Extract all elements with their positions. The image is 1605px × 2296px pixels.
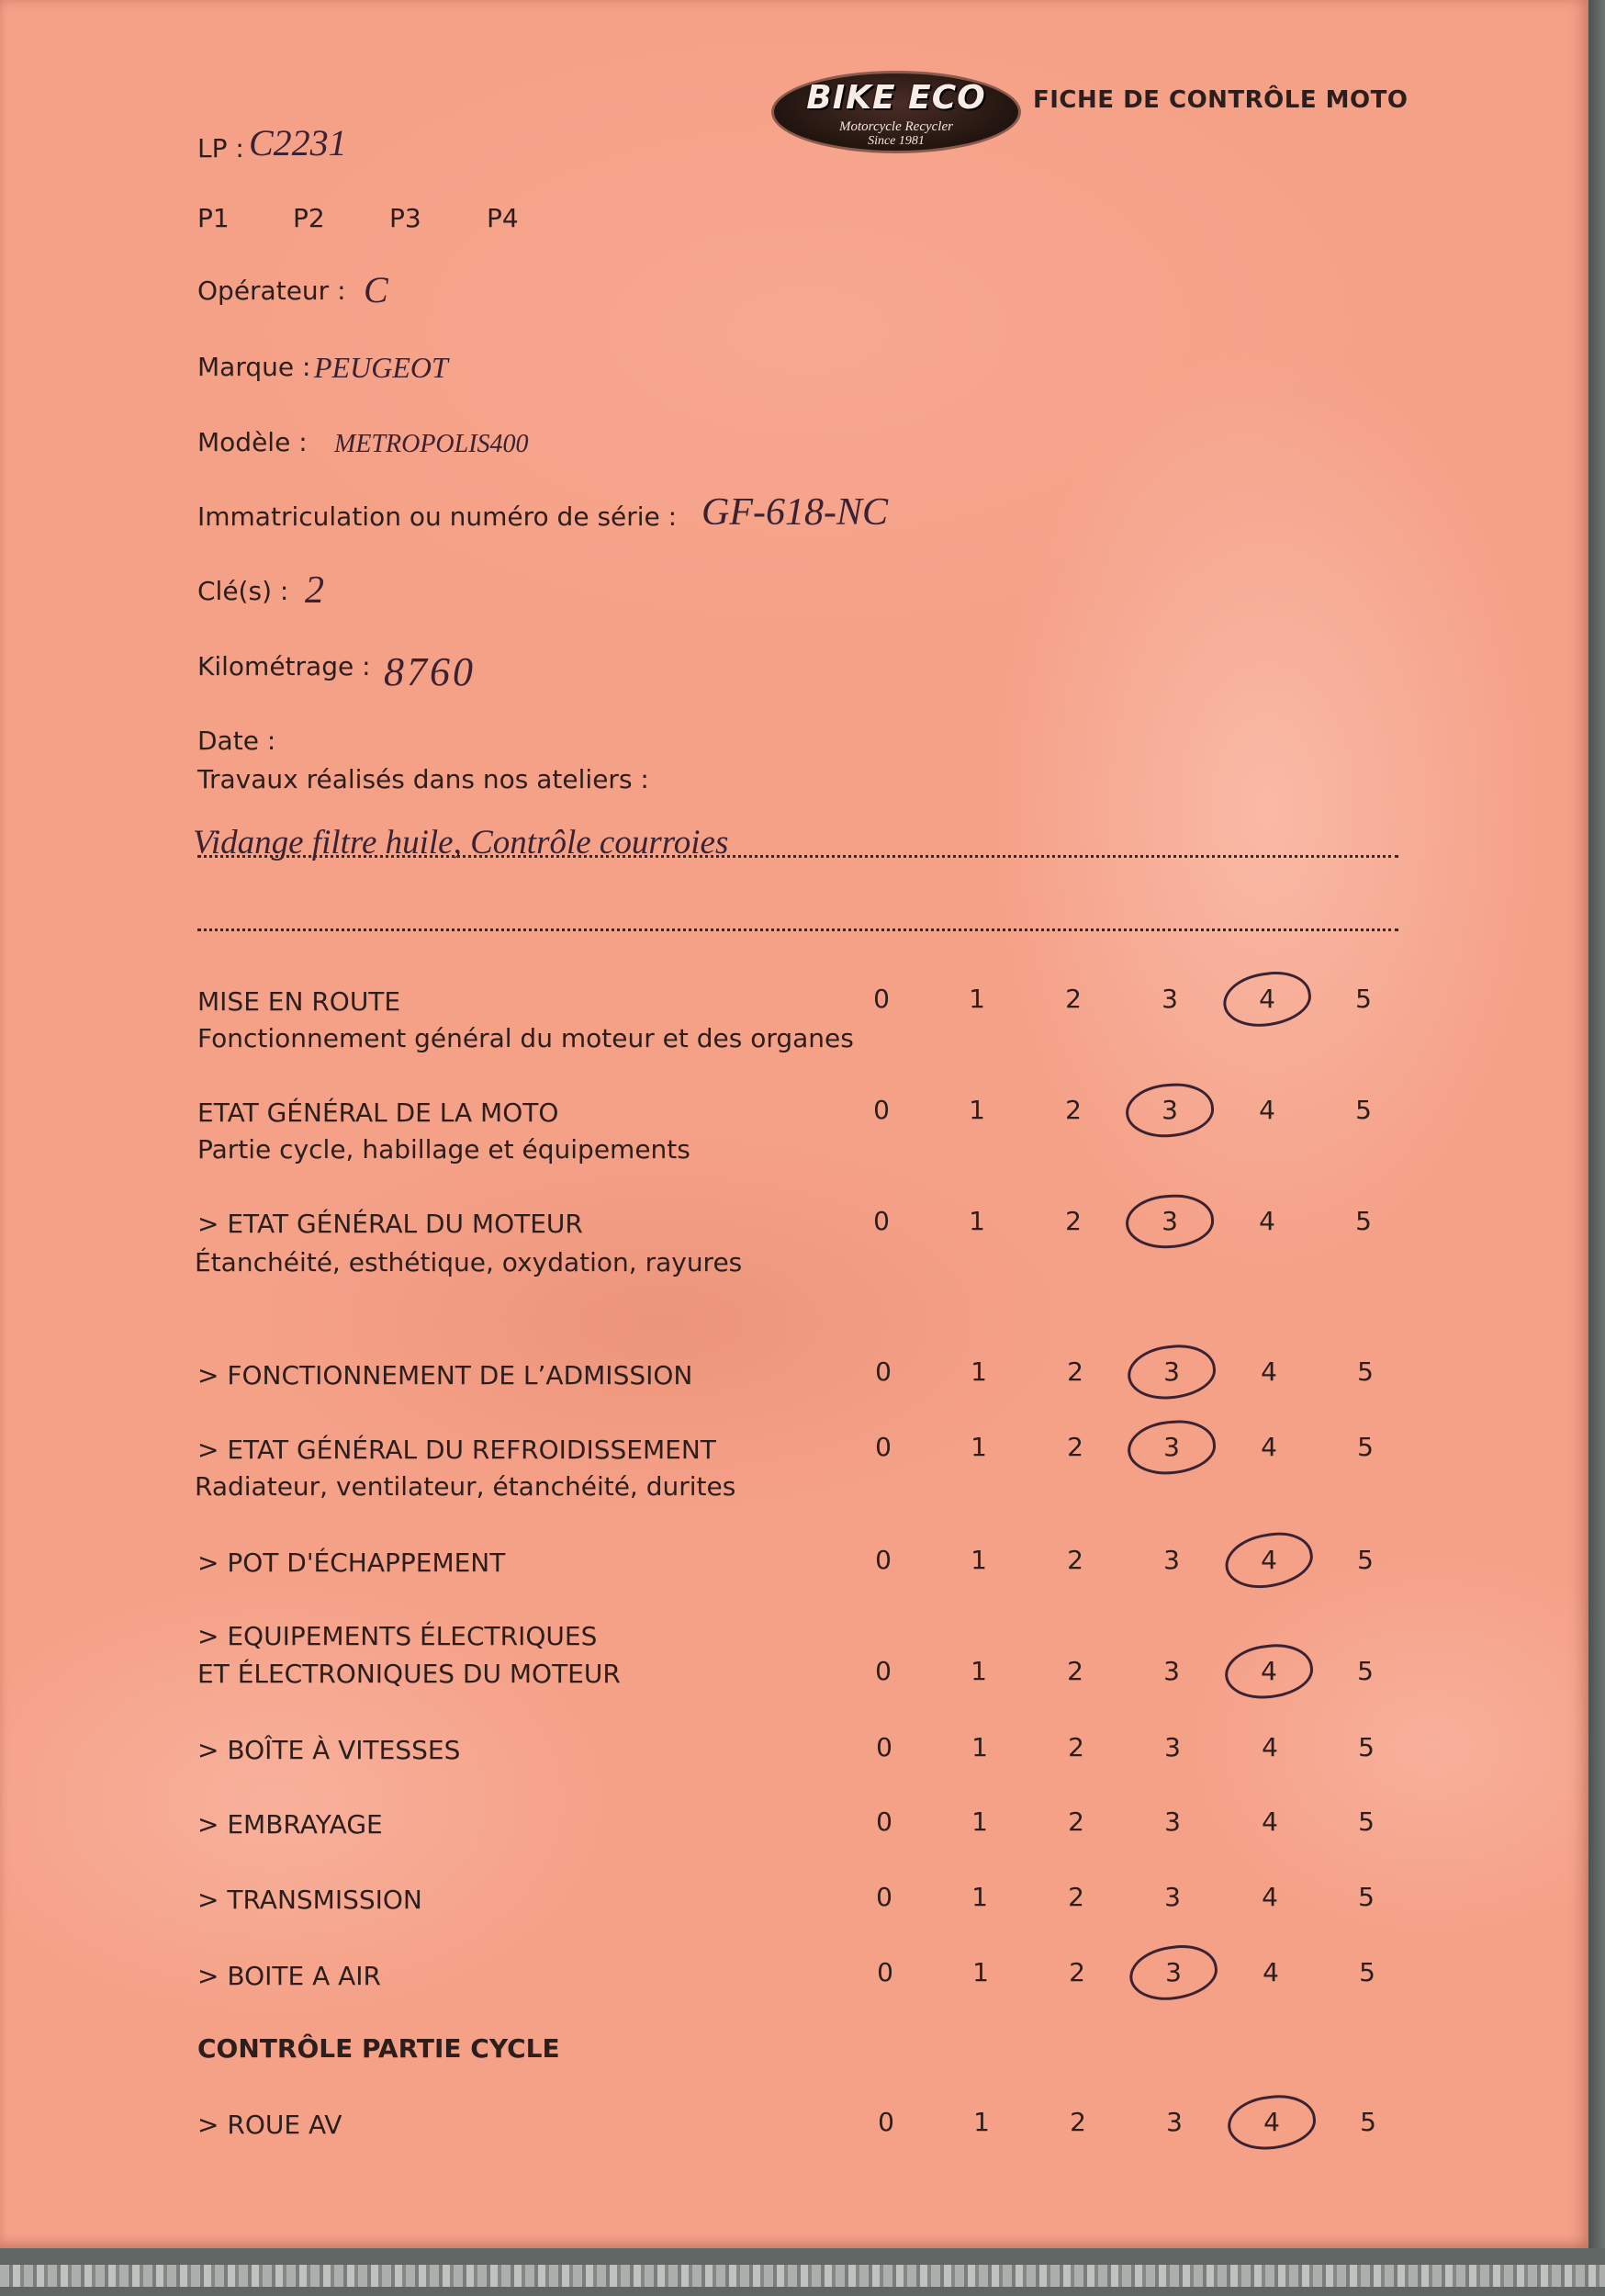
check-row-etat-general-moteur bbox=[0, 1206, 1588, 1277]
selected-rating-circle bbox=[1125, 1341, 1218, 1403]
logo-tagline: Motorcycle Recycler bbox=[839, 119, 953, 134]
check-row-admission bbox=[0, 1356, 1588, 1390]
rating-option-5: 5 bbox=[1357, 1656, 1374, 1686]
selected-rating-circle bbox=[1221, 1526, 1318, 1594]
keys-label: Clé(s) : bbox=[197, 576, 289, 606]
mileage-label: Kilométrage : bbox=[197, 651, 371, 681]
rating-scale bbox=[0, 1208, 1588, 1235]
rating-scale bbox=[0, 1358, 1588, 1386]
rating-option-2: 2 bbox=[1067, 1545, 1083, 1575]
check-title: > TRANSMISSION bbox=[197, 1885, 422, 1915]
rating-option-4: 4 bbox=[1259, 984, 1275, 1014]
rating-scale bbox=[0, 1884, 1588, 1911]
rating-option-0: 0 bbox=[876, 1732, 892, 1762]
check-row-boite-a-air bbox=[0, 1957, 1588, 1991]
rating-option-4: 4 bbox=[1259, 1095, 1275, 1125]
rating-option-5: 5 bbox=[1355, 984, 1372, 1014]
check-title: > EMBRAYAGE bbox=[197, 1809, 383, 1840]
bike-eco-logo bbox=[771, 71, 1021, 153]
rating-option-4: 4 bbox=[1263, 1957, 1279, 1987]
plastic-sleeve-edge-bottom bbox=[0, 2248, 1605, 2296]
logo-since: Since 1981 bbox=[868, 134, 925, 148]
works-value: Vidange filtre huile, Contrôle courroies bbox=[193, 824, 729, 861]
rating-option-2: 2 bbox=[1068, 1732, 1084, 1762]
rating-option-3: 3 bbox=[1164, 1882, 1181, 1912]
rating-option-5: 5 bbox=[1355, 1095, 1372, 1125]
rating-option-4: 4 bbox=[1263, 2107, 1280, 2137]
mileage-value: 8760 bbox=[384, 649, 476, 694]
check-title: > POT D'ÉCHAPPEMENT bbox=[197, 1548, 506, 1578]
operator-label: Opérateur : bbox=[197, 276, 346, 306]
check-title: ETAT GÉNÉRAL DE LA MOTO bbox=[197, 1097, 559, 1128]
registration-label: Immatriculation ou numéro de série : bbox=[197, 501, 678, 532]
rating-option-0: 0 bbox=[873, 984, 890, 1014]
rating-option-0: 0 bbox=[878, 2107, 894, 2137]
rating-option-3: 3 bbox=[1164, 1806, 1181, 1837]
rating-option-3: 3 bbox=[1163, 1545, 1180, 1575]
rating-option-3: 3 bbox=[1162, 984, 1178, 1014]
rating-option-5: 5 bbox=[1358, 1882, 1375, 1912]
check-row-boite-vitesses bbox=[0, 1732, 1588, 1765]
selected-rating-circle bbox=[1126, 1941, 1220, 2006]
rating-scale bbox=[0, 1959, 1588, 1986]
rating-option-3: 3 bbox=[1163, 1656, 1180, 1686]
position-p1: P1 bbox=[197, 203, 230, 233]
rating-option-1: 1 bbox=[969, 984, 985, 1014]
operator-value: C bbox=[364, 269, 388, 310]
check-row-refroidissement bbox=[0, 1432, 1588, 1502]
selected-rating-circle bbox=[1225, 2091, 1319, 2154]
rating-option-1: 1 bbox=[973, 2107, 990, 2137]
rating-scale bbox=[0, 1808, 1588, 1836]
check-description: Radiateur, ventilateur, étanchéité, durites bbox=[195, 1471, 736, 1502]
rating-option-5: 5 bbox=[1357, 1545, 1374, 1575]
rating-option-3: 3 bbox=[1162, 1206, 1178, 1236]
rating-option-0: 0 bbox=[875, 1545, 892, 1575]
rating-option-1: 1 bbox=[972, 1957, 989, 1987]
rating-option-5: 5 bbox=[1358, 1806, 1375, 1837]
rating-option-4: 4 bbox=[1261, 1356, 1277, 1387]
rating-scale bbox=[0, 1734, 1588, 1761]
rating-option-2: 2 bbox=[1065, 984, 1082, 1014]
check-title: > FONCTIONNEMENT DE L’ADMISSION bbox=[197, 1360, 693, 1390]
rating-option-4: 4 bbox=[1261, 1656, 1277, 1686]
check-row-mise-en-route bbox=[0, 984, 1588, 1053]
position-p3: P3 bbox=[389, 203, 421, 233]
rating-scale bbox=[0, 985, 1588, 1013]
rating-option-0: 0 bbox=[876, 1806, 892, 1837]
brand-label: Marque : bbox=[197, 352, 311, 382]
check-row-equipements-electriques bbox=[0, 1621, 1588, 1689]
rating-option-3: 3 bbox=[1165, 1957, 1182, 1987]
rating-option-3: 3 bbox=[1162, 1095, 1178, 1125]
selected-rating-circle bbox=[1124, 1081, 1216, 1141]
rating-option-0: 0 bbox=[873, 1206, 890, 1236]
check-row-transmission bbox=[0, 1882, 1588, 1915]
rating-option-1: 1 bbox=[971, 1882, 988, 1912]
lp-value: C2231 bbox=[249, 122, 347, 163]
rating-option-1: 1 bbox=[971, 1806, 988, 1837]
rating-option-4: 4 bbox=[1261, 1432, 1277, 1462]
check-description: Partie cycle, habillage et équipements bbox=[197, 1134, 690, 1165]
rating-option-2: 2 bbox=[1065, 1095, 1082, 1125]
keys-value: 2 bbox=[305, 569, 324, 612]
model-label: Modèle : bbox=[197, 427, 308, 457]
rating-option-2: 2 bbox=[1067, 1432, 1083, 1462]
registration-value: GF-618-NC bbox=[701, 491, 888, 534]
check-title: > BOÎTE À VITESSES bbox=[197, 1735, 461, 1765]
check-row-roue-av bbox=[0, 2107, 1588, 2140]
check-description: Étanchéité, esthétique, oxydation, rayures bbox=[195, 1247, 743, 1277]
position-p4: P4 bbox=[487, 203, 519, 233]
rating-option-5: 5 bbox=[1357, 1432, 1374, 1462]
rating-option-1: 1 bbox=[971, 1432, 987, 1462]
rating-option-2: 2 bbox=[1067, 1356, 1083, 1387]
selected-rating-circle bbox=[1125, 1193, 1216, 1251]
rating-scale bbox=[0, 1547, 1588, 1574]
model-value: METROPOLIS400 bbox=[334, 430, 529, 458]
position-p2: P2 bbox=[293, 203, 325, 233]
rating-scale bbox=[0, 2109, 1588, 2136]
check-title: > EQUIPEMENTS ÉLECTRIQUES bbox=[197, 1621, 598, 1651]
rating-option-4: 4 bbox=[1261, 1545, 1277, 1575]
check-title: > ROUE AV bbox=[197, 2110, 342, 2140]
rating-option-5: 5 bbox=[1355, 1206, 1372, 1236]
rating-option-2: 2 bbox=[1070, 2107, 1086, 2137]
rating-option-4: 4 bbox=[1262, 1732, 1278, 1762]
rating-option-3: 3 bbox=[1163, 1356, 1180, 1387]
section-title-partie-cycle: CONTRÔLE PARTIE CYCLE bbox=[197, 2033, 560, 2064]
rating-option-0: 0 bbox=[875, 1656, 892, 1686]
logo-brand: BIKE ECO bbox=[806, 79, 986, 117]
sleeve-seam bbox=[0, 2265, 1605, 2287]
rating-scale bbox=[0, 1097, 1588, 1124]
rating-option-0: 0 bbox=[877, 1957, 893, 1987]
rating-option-1: 1 bbox=[971, 1656, 987, 1686]
rating-option-1: 1 bbox=[971, 1545, 987, 1575]
works-line-2 bbox=[197, 929, 1398, 931]
check-title: MISE EN ROUTE bbox=[197, 986, 401, 1017]
rating-option-1: 1 bbox=[971, 1356, 987, 1387]
rating-option-0: 0 bbox=[873, 1095, 890, 1125]
rating-option-1: 1 bbox=[969, 1206, 985, 1236]
selected-rating-circle bbox=[1219, 967, 1314, 1032]
rating-option-5: 5 bbox=[1358, 1732, 1375, 1762]
rating-option-4: 4 bbox=[1262, 1882, 1278, 1912]
rating-option-2: 2 bbox=[1069, 1957, 1085, 1987]
check-title: > ETAT GÉNÉRAL DU REFROIDISSEMENT bbox=[197, 1435, 716, 1465]
rating-option-0: 0 bbox=[875, 1432, 892, 1462]
check-title: > ETAT GÉNÉRAL DU MOTEUR bbox=[197, 1209, 583, 1239]
rating-option-1: 1 bbox=[971, 1732, 988, 1762]
check-description: Fonctionnement général du moteur et des organes bbox=[197, 1023, 854, 1053]
rating-scale bbox=[0, 1434, 1588, 1461]
check-row-etat-general-moto bbox=[0, 1095, 1588, 1165]
rating-option-1: 1 bbox=[969, 1095, 985, 1125]
rating-option-5: 5 bbox=[1360, 2107, 1376, 2137]
rating-option-3: 3 bbox=[1166, 2107, 1183, 2137]
rating-option-4: 4 bbox=[1262, 1806, 1278, 1837]
rating-option-2: 2 bbox=[1068, 1882, 1084, 1912]
rating-option-2: 2 bbox=[1065, 1206, 1082, 1236]
rating-option-4: 4 bbox=[1259, 1206, 1275, 1236]
check-title-line-2: ET ÉLECTRONIQUES DU MOTEUR bbox=[197, 1659, 621, 1689]
works-label: Travaux réalisés dans nos ateliers : bbox=[197, 764, 649, 794]
check-row-embrayage bbox=[0, 1806, 1588, 1840]
lp-label: LP : bbox=[197, 133, 244, 163]
rating-option-2: 2 bbox=[1067, 1656, 1083, 1686]
check-row-pot-echappement bbox=[0, 1545, 1588, 1578]
form-title: FICHE DE CONTRÔLE MOTO bbox=[1033, 86, 1409, 114]
rating-option-2: 2 bbox=[1068, 1806, 1084, 1837]
rating-scale bbox=[0, 1658, 1588, 1685]
selected-rating-circle bbox=[1222, 1640, 1316, 1703]
brand-value: PEUGEOT bbox=[314, 351, 448, 384]
check-title: > BOITE A AIR bbox=[197, 1961, 381, 1991]
date-label: Date : bbox=[197, 726, 276, 756]
rating-option-0: 0 bbox=[876, 1882, 892, 1912]
rating-option-5: 5 bbox=[1359, 1957, 1375, 1987]
rating-option-3: 3 bbox=[1164, 1732, 1181, 1762]
plastic-sleeve-edge-right bbox=[1588, 0, 1605, 2248]
rating-option-3: 3 bbox=[1163, 1432, 1180, 1462]
selected-rating-circle bbox=[1126, 1417, 1218, 1478]
rating-option-0: 0 bbox=[875, 1356, 892, 1387]
rating-option-5: 5 bbox=[1357, 1356, 1374, 1387]
